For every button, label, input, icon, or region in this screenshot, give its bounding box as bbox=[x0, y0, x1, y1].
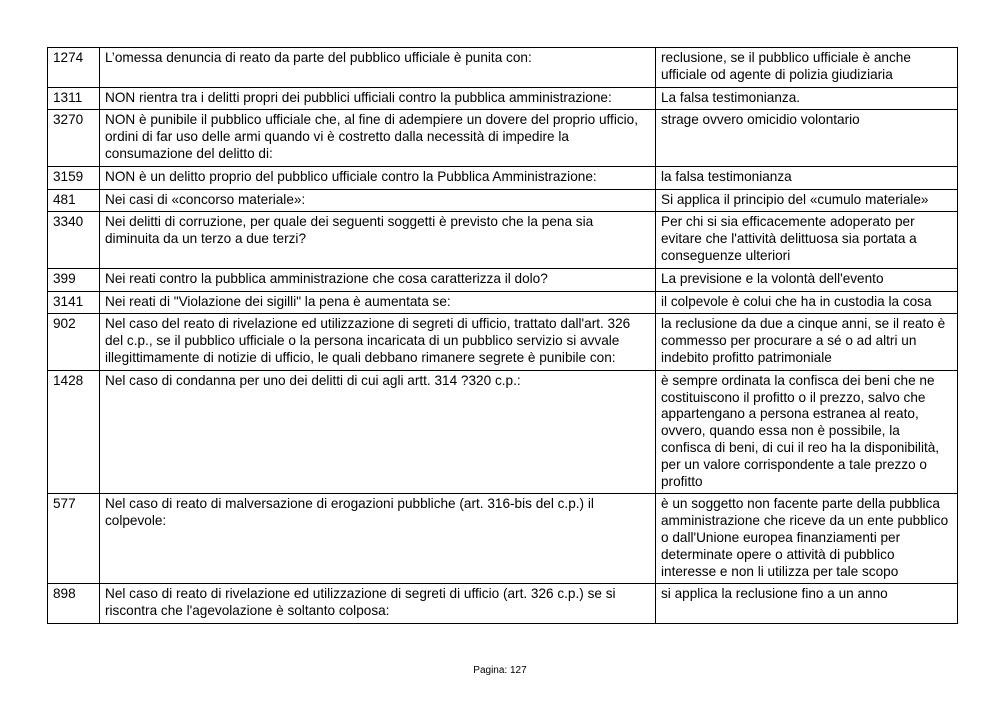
row-id: 481 bbox=[48, 189, 100, 212]
row-id: 3141 bbox=[48, 291, 100, 314]
table-row bbox=[48, 48, 958, 88]
row-id: 1428 bbox=[48, 370, 100, 494]
row-id: 577 bbox=[48, 494, 100, 584]
table-row bbox=[48, 314, 958, 370]
row-answer: si applica la reclusione fino a un anno bbox=[656, 584, 958, 624]
row-question: NON rientra tra i delitti propri dei pubblici ufficiali contro la pubblica amministrazione: bbox=[100, 87, 656, 110]
row-answer: è un soggetto non facente parte della pubblica amministrazione che riceve da un ente pubblico o dall'Unione europea finanziamenti per determinate opere o attività di pubblico interesse e non li utilizza per tale scopo bbox=[656, 494, 958, 584]
row-id: 3340 bbox=[48, 212, 100, 268]
row-question: NON è un delitto proprio del pubblico ufficiale contro la Pubblica Amministrazione: bbox=[100, 166, 656, 189]
row-question: Nei reati contro la pubblica amministrazione che cosa caratterizza il dolo? bbox=[100, 268, 656, 291]
row-question: Nel caso di reato di malversazione di erogazioni pubbliche (art. 316-bis del c.p.) il colpevole: bbox=[100, 494, 656, 584]
row-id: 3270 bbox=[48, 110, 100, 166]
questions-table bbox=[47, 47, 958, 624]
questions-table-body bbox=[48, 48, 958, 624]
row-question: Nel caso del reato di rivelazione ed utilizzazione di segreti di ufficio, trattato dall'art. 326 del c.p., se il pubblico ufficiale o la persona incaricata di un pubblico servizio si avvale illegittimamente di notizie di ufficio, le quali debbano rimanere segrete è punibile con: bbox=[100, 314, 656, 370]
table-row bbox=[48, 268, 958, 291]
row-question: Nei delitti di corruzione, per quale dei seguenti soggetti è previsto che la pena sia diminuita da un terzo a due terzi? bbox=[100, 212, 656, 268]
table-row bbox=[48, 110, 958, 166]
row-answer: reclusione, se il pubblico ufficiale è anche ufficiale od agente di polizia giudiziaria bbox=[656, 48, 958, 88]
table-row bbox=[48, 494, 958, 584]
row-answer: il colpevole è colui che ha in custodia la cosa bbox=[656, 291, 958, 314]
table-row bbox=[48, 189, 958, 212]
row-id: 1274 bbox=[48, 48, 100, 88]
row-answer: Per chi si sia efficacemente adoperato per evitare che l'attività delittuosa sia portata a conseguenze ulteriori bbox=[656, 212, 958, 268]
row-answer: è sempre ordinata la confisca dei beni che ne costituiscono il profitto o il prezzo, salvo che appartengano a persona estranea al reato, ovvero, quando essa non è possibile, la confisca di beni, di cui il reo ha la disponibilità, per un valore corrispondente a tale prezzo o profitto bbox=[656, 370, 958, 494]
row-question: Nei casi di «concorso materiale»: bbox=[100, 189, 656, 212]
row-id: 902 bbox=[48, 314, 100, 370]
row-question: Nel caso di reato di rivelazione ed utilizzazione di segreti di ufficio (art. 326 c.p.) se si riscontra che l'agevolazione è soltanto colposa: bbox=[100, 584, 656, 624]
row-question: L’omessa denuncia di reato da parte del pubblico ufficiale è punita con: bbox=[100, 48, 656, 88]
row-id: 1311 bbox=[48, 87, 100, 110]
row-question: NON è punibile il pubblico ufficiale che, al fine di adempiere un dovere del proprio ufficio, ordini di far uso delle armi quando vi è costretto dalla necessità di impedire la consumazione del delitto di: bbox=[100, 110, 656, 166]
table-row bbox=[48, 87, 958, 110]
row-answer: strage ovvero omicidio volontario bbox=[656, 110, 958, 166]
row-question: Nei reati di "Violazione dei sigilli" la pena è aumentata se: bbox=[100, 291, 656, 314]
row-id: 3159 bbox=[48, 166, 100, 189]
row-answer: La falsa testimonianza. bbox=[656, 87, 958, 110]
table-row bbox=[48, 291, 958, 314]
row-answer: Si applica il principio del «cumulo materiale» bbox=[656, 189, 958, 212]
row-answer: la reclusione da due a cinque anni, se il reato è commesso per procurare a sé o ad altri un indebito profitto patrimoniale bbox=[656, 314, 958, 370]
page-number: Pagina: 127 bbox=[473, 665, 527, 676]
row-answer: La previsione e la volontà dell'evento bbox=[656, 268, 958, 291]
table-row bbox=[48, 584, 958, 624]
row-id: 898 bbox=[48, 584, 100, 624]
row-question: Nel caso di condanna per uno dei delitti di cui agli artt. 314 ?320 c.p.: bbox=[100, 370, 656, 494]
table-row bbox=[48, 212, 958, 268]
table-row bbox=[48, 370, 958, 494]
row-answer: la falsa testimonianza bbox=[656, 166, 958, 189]
table-row bbox=[48, 166, 958, 189]
row-id: 399 bbox=[48, 268, 100, 291]
